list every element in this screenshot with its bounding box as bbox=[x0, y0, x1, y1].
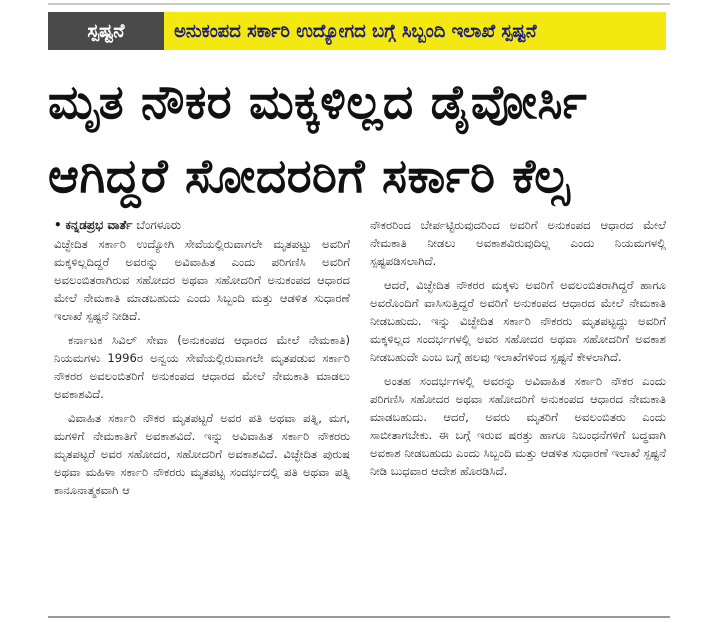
article-body bbox=[54, 216, 666, 608]
article-paragraph: ಅಂತಹ ಸಂದರ್ಭಗಳಲ್ಲಿ ಅವರನ್ನು ಅವಿವಾಹಿತ ಸರ್ಕಾರಿ ನೌಕರ ಎಂದು ಪರಿಗಣಿಸಿ ಸಹೋದರ ಅಥವಾ ಸಹೋದರಿಗೆ ಅನುಕಂಪದ ಆಧಾರದ ನೇಮಕಾತಿ ಮಾಡಬಹುದು. ಆದರೆ, ಅವರು ಮೃತರಿಗೆ ಅವಲಂಬಿತರು ಎಂದು ಸಾಬೀತಾಗಬೇಕು. ಈ ಬಗ್ಗೆ ಇರುವ ಷರತ್ತು ಹಾಗೂ ನಿಬಂಧನೆಗಳಿಗೆ ಬದ್ಧವಾಗಿ ಅವಕಾಶ ನೀಡಬಹುದು ಎಂದು ಸಿಬ್ಬಂದಿ ಮತ್ತು ಆಡಳಿತ ಸುಧಾರಣೆ ಇಲಾಖೆ ಸ್ಪಷ್ಟನೆ ನೀಡಿ ಬುಧವಾರ ಆದೇಶ ಹೊರಡಿಸಿದೆ. bbox=[370, 374, 666, 478]
article-paragraph: ಕರ್ನಾಟಕ ಸಿವಿಲ್ ಸೇವಾ (ಅನುಕಂಪದ ಆಧಾರದ ಮೇಲೆ ನೇಮಕಾತಿ) ನಿಯಮಗಳು 1996ರ ಅನ್ವಯ ಸೇವೆಯಲ್ಲಿರುವಾಗಲೇ ಮೃತಪಡುವ ಸರ್ಕಾರಿ ನೌಕರರ ಅವಲಂಬಿತರಿಗೆ ಅನುಕಂಪದ ಆಧಾರದ ಮೇಲೆ ನೇಮಕಾತಿ ಮಾಡಲು ಅವಕಾಶವಿದೆ. bbox=[54, 333, 350, 401]
article-paragraph: ವಿವಾಹಿತ ಸರ್ಕಾರಿ ನೌಕರ ಮೃತಪಟ್ಟರೆ ಅವರ ಪತಿ ಅಥವಾ ಪತ್ನಿ, ಮಗ, ಮಗಳಿಗೆ ನೇಮಕಾತಿಗೆ ಅವಕಾಶವಿದೆ. ಇನ್ನು ಅವಿವಾಹಿತ ಸರ್ಕಾರಿ ನೌಕರರು ಮೃತಪಟ್ಟರೆ ಅವರ ಸಹೋದರ, ಸಹೋದರಿಗೆ ಅವಕಾಶವಿದೆ. ವಿಚ್ಛೇದಿತ ಪುರುಷ ಅಥವಾ ಮಹಿಳಾ ಸರ್ಕಾರಿ ನೌಕರರು ಮೃತಪಟ್ಟ ಸಂದರ್ಭದಲ್ಲಿ ಪತಿ ಅಥವಾ ಪತ್ನಿ ಕಾನೂನಾತ್ಮಕವಾಗಿ ಆ bbox=[54, 411, 350, 497]
byline-bullet: • bbox=[54, 218, 62, 232]
kicker-banner bbox=[48, 12, 666, 50]
article-paragraph: ನೌಕರರಿಂದ ಬೇರ್ಪಟ್ಟಿರುವುದರಿಂದ ಅವರಿಗೆ ಅನುಕಂಪದ ಆಧಾರದ ಮೇಲೆ ನೇಮಕಾತಿ ನೀಡಲು ಅವಕಾಶವಿರುವುದಿಲ್ಲ ಎಂದು ನಿಯಮಗಳಲ್ಲಿ ಸ್ಪಷ್ಟಪಡಿಸಲಾಗಿದೆ. bbox=[370, 218, 666, 268]
bottom-divider bbox=[48, 616, 670, 618]
byline bbox=[54, 216, 350, 234]
article-column-left bbox=[54, 216, 350, 608]
byline-place: ಬೆಂಗಳೂರು bbox=[136, 218, 182, 232]
headline-line-2: ಆಗಿದ್ದರೆ ಸೋದರರಿಗೆ ಸರ್ಕಾರಿ ಕೆಲ್ಸ bbox=[48, 149, 570, 204]
kicker-text: ಅನುಕಂಪದ ಸರ್ಕಾರಿ ಉದ್ಯೋಗದ ಬಗ್ಗೆ ಸಿಬ್ಬಂದಿ ಇಲಾಖೆ ಸ್ಪಷ್ಟನೆ bbox=[164, 12, 666, 50]
headline-line-1: ಮೃತ ನೌಕರ ಮಕ್ಕಳಿಲ್ಲದ ಡೈವೋರ್ಸಿ bbox=[48, 75, 588, 130]
article-paragraph: ಆದರೆ, ವಿಚ್ಛೇದಿತ ನೌಕರರ ಮಕ್ಕಳು ಅವರಿಗೆ ಅವಲಂಬಿತರಾಗಿದ್ದರೆ ಹಾಗೂ ಅವರೊಂದಿಗೆ ವಾಸಿಸುತ್ತಿದ್ದರೆ ಅವರಿಗೆ ಅನುಕಂಪದ ಆಧಾರದ ಮೇಲೆ ನೇಮಕಾತಿ ನೀಡಬಹುದು. ಇನ್ನು ವಿಚ್ಛೇದಿತ ಸರ್ಕಾರಿ ನೌಕರರು ಮೃತಪಟ್ಟದ್ದು ಅವರಿಗೆ ಮಕ್ಕಳಿಲ್ಲದ ಸಂದರ್ಭಗಳಲ್ಲಿ ಅವರ ಸಹೋದರ ಅಥವಾ ಸಹೋದರಿಗೆ ಅವಕಾಶ ನೀಡಬಹುದೇ ಎಂಬ ಬಗ್ಗೆ ಹಲವು ಇಲಾಖೆಗಳಿಂದ ಸ್ಪಷ್ಟನೆ ಕೇಳಲಾಗಿದೆ. bbox=[370, 278, 666, 364]
kicker-label: ಸ್ಪಷ್ಟನೆ bbox=[48, 12, 164, 50]
top-divider bbox=[48, 3, 670, 5]
article-column-right bbox=[370, 216, 666, 608]
article-paragraph: ವಿಚ್ಛೇದಿತ ಸರ್ಕಾರಿ ಉದ್ಯೋಗಿ ಸೇವೆಯಲ್ಲಿರುವಾಗಲೇ ಮೃತಪಟ್ಟು ಅವರಿಗೆ ಮಕ್ಕಳಿಲ್ಲದಿದ್ದರೆ ಅವರನ್ನು ಅವಿವಾಹಿತ ಎಂದು ಪರಿಗಣಿಸಿ ಅವರಿಗೆ ಅವಲಂಬಿತರಾಗಿರುವ ಸಹೋದರ ಅಥವಾ ಸಹೋದರಿಗೆ ಅನುಕಂಪದ ಆಧಾರದ ಮೇಲೆ ನೇಮಕಾತಿ ಮಾಡಬಹುದು ಎಂದು ಸಿಬ್ಬಂದಿ ಮತ್ತು ಆಡಳಿತ ಸುಧಾರಣೆ ಇಲಾಖೆ ಸ್ಪಷ್ಟನೆ ನೀಡಿದೆ. bbox=[54, 237, 350, 323]
byline-brand: ಕನ್ನಡಪ್ರಭ ವಾರ್ತೆ bbox=[65, 218, 133, 232]
headline bbox=[48, 66, 668, 214]
